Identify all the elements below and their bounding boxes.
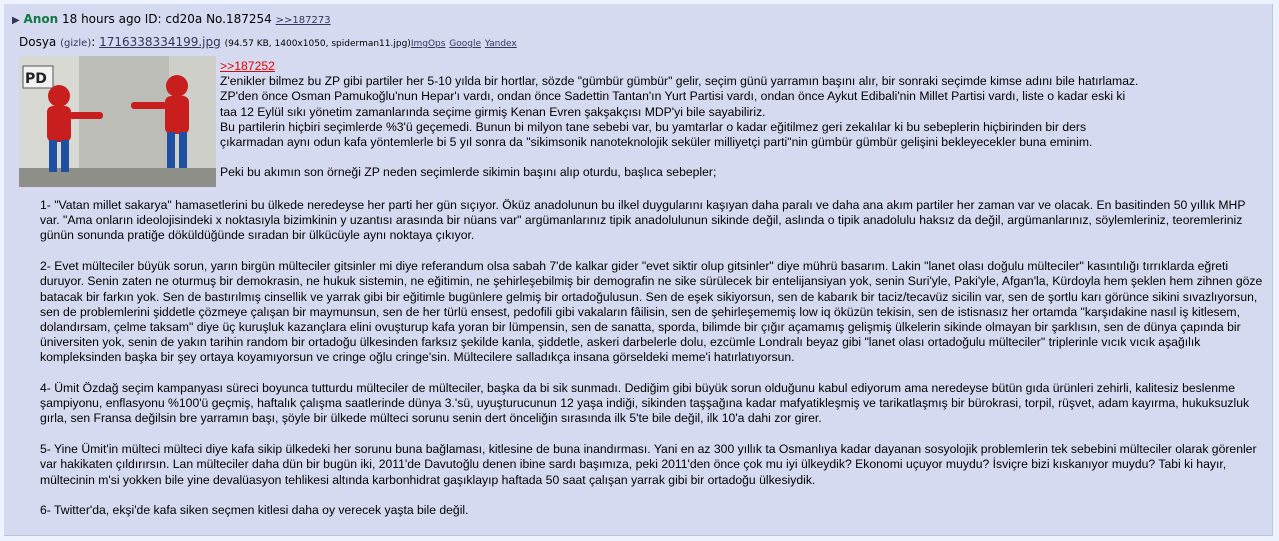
file-meta: (94.57 KB, 1400x1050, spiderman11.jpg) <box>224 39 411 49</box>
svg-text:PD: PD <box>25 71 47 87</box>
poster-name: Anon <box>23 12 59 26</box>
text-line: çıkarmadan aynı odun kafa yöntemlerle bi 5 yıl sonra da "sikimsonik nanoteknolojik seküler milliyetçi parti"nin gümbür gümbür gelişini bekleyecekler buna eminim. <box>220 135 1093 150</box>
file-colon: : <box>91 35 96 49</box>
paragraph-point-5: 5- Yine Ümit'in mülteci mülteci diye kafa sikip ülkedeki her sorunu buna bağlaması, kitlesine de buna inandırması. Yani en az 300 yıllık ta Osmanlıya kadar dayanan sosyolojik problemlerin tek sebebini mülteciler olarak görenler var hakikaten çıldırırsın. Lan mülteciler daha dün bir bugün iki, 2011'de Davutoğlu denen ibine sardı başımıza, peki 2011'den önce çok mu iyi ülkeydik? Ekonomi uçuyor muydu? İsviçre bizi kıskanıyor muydu? Tabi ki hayır, mültecinin m'si yokken bile yine devalüasyon tehlikesi altında karbonhidrat gaşıklayıp haftada 50 saat çalışan yarrak gibi bir ortadoğu ülkesiydik. <box>40 442 1257 487</box>
imgops-link[interactable]: ImgOps <box>410 39 446 49</box>
blank-line <box>220 150 1260 165</box>
file-info <box>19 35 517 49</box>
file-name-link[interactable]: 1716338334199.jpg <box>99 35 221 49</box>
post-time: 18 hours ago <box>61 12 141 26</box>
poster-id: ID: cd20a <box>144 12 203 26</box>
paragraph-point-4: 4- Ümit Özdağ seçim kampanyası süreci boyunca tutturdu mülteciler de mülteciler, başka da bi sik sunmadı. Dediğim gibi büyük sorun olduğunu kabul ediyorum ama neredeyse bütün gıda ürünleri zehirli, kalitesiz beslenme şampiyonu, enflasyonu %100'ü geçmiş, haftalık çalışma saatlerinde dünya 3.'sü, uyuşturucunun 12 yaşa indiği, sikinden taşşağına kadar mafyatikleşmiş ve tarikatlaşmış bir bürokrasi, torpil, rüşvet, adam kayırma, hukuksuzluk gırla, sen Fransa değilsin bre yarramın başı, şöyle bir ülkede mülteci sorunu senin dert önceliğin sırasında ilk 5'te bile değil, ilk 10'a dahi zor girer. <box>40 381 1250 426</box>
post-number[interactable]: No.187254 <box>206 12 272 26</box>
text-line: Bu partilerin hiçbiri seçimlerde %3'ü geçemedi. Bunun bi milyon tane sebebi var, bu yamtarlar o kadar eğitilmez geri zekalılar ki bu sebeplerin hiçbirinden bir ders <box>220 119 1087 134</box>
post-header <box>12 12 331 26</box>
spiderman-pointing-image <box>19 56 216 187</box>
paragraph-point-2: 2- Evet mülteciler büyük sorun, yarın birgün mülteciler gitsinler mi diye referandum olsa sabah 7'de kalkar gider "evet siktir olup gitsinler" diye mührü basarım. Lakin "lanet olası doğulu mülteciler" kasıntılığı tırrıklarda eğreti duruyor. Senin zaten ne oturmuş bir demokrasin, ne hukuk sistemin, ne eğitimin, ne şehirleşebilmiş bir demografin ne sike sürülecek bir entelijansiyan yok, senin Suri'yle, Paki'yle, Afgan'la, Kürdoyla hem şeklen hem zihnen göze batacak bir farkın yok. Sen de bastırılmış cinsellik ve yarrak gibi bir eğitimle bugünlere gelmiş bir ortadoğulusun. Sen de eşek sikiyorsun, sen de kabarık bir taciz/tecavüz sicilin var, sen de şortlu karı görünce sikini sıvazlıyorsun, sen de problemlerini şiddetle çözmeye çalışan bir maymunsun, sen de her türlü ensest, pedofili gibi vakaların fâilisin, sen de şehirleşememiş low iq öküzün tekisin, sen de istisnasız her ortamda "karşıdakine nasıl iş kitlesem, dolandırsam, çelme taksam" diye üç kuruşluk kazançlara elini ovuşturup kafa yoran bir lümpensin, sen de sanatta, sporda, bilimde bir çığır açamamış gelişmiş ülkelerin sikinde olmayan bir şarklısın, sen de dünya çapında bir üniversiten yok, senin de yakın tarihin random bir ortadoğu ülkesinden farksız şekilde kanla, şiddetle, askeri darbelerle dolu, ezcümle Londralı beyaz gibi "lanet olası ortadoğulu mülteciler" triplerinle vıcık vıcık aşağılık kompleksinden başka bir şey ortaya koyamıyorsun ve cringe oğlu cringe'sin. Mültecilere salladıkça insana görseldeki meme'i hatırlatıyorsun. <box>40 259 1263 365</box>
backlink[interactable]: >>187273 <box>275 15 331 26</box>
post-text-top <box>220 59 1260 180</box>
quote-link[interactable]: >>187252 <box>220 59 275 73</box>
file-label: Dosya <box>19 35 57 49</box>
text-line: Z'enikler bilmez bu ZP gibi partiler her 5-10 yılda bir hortlar, sözde "gümbür gümbür" gelir, seçim günü yarramın başını alır, bir sonraki seçimde kimse adını bile hatırlamaz. <box>220 74 1139 89</box>
post-container <box>4 4 1273 536</box>
paragraph-point-1: 1- "Vatan millet sakarya" hamasetlerini bu ülkede neredeyse her parti her gün sıçıyor. Öküz anadolunun bu ilkel duygularını kaşıyan daha paralı ve daha ana akım partiler her zaman var ve olacak. En basitinden 50 yıllık MHP var. "Ama onların ideolojisindeki x noktasıyla bizimkinin y uzantısı arasında bir nüans var" argümanlarınız tipik anadolulunun sikinde değil, aslında o tipik anadolulu haksız da değil, argümanlarınız, söylemleriniz, teoremleriniz günün sonunda pratiğe döküldüğünde sıradan bir ülkücüyle aynı noktaya çıkıyor. <box>40 198 1246 243</box>
paragraph-point-6: 6- Twitter'da, ekşi'de kafa siken seçmen kitlesi daha oy verecek yaşta bile değil. <box>40 503 469 518</box>
post-thumbnail[interactable] <box>19 56 216 187</box>
expand-arrow-icon[interactable]: ▶ <box>12 15 20 26</box>
text-line: taa 12 Eylül sıkı yönetim zamanlarında seçime girmiş Kenan Evren şakşakçısı MDP'yi bile sayabiliriz. <box>220 104 766 119</box>
yandex-link[interactable]: Yandex <box>484 39 517 49</box>
text-line: ZP'den önce Osman Pamukoğlu'nun Hepar'ı vardı, ondan önce Sadettin Tantan'ın Yurt Partisi vardı, ondan önce Aykut Edibali'nin Millet Partisi vardı, liste o kadar eski ki <box>220 89 1126 104</box>
hide-file-link[interactable]: (gizle) <box>60 38 92 49</box>
google-link[interactable]: Google <box>449 39 482 49</box>
post-text-body <box>40 198 1265 534</box>
text-line: Peki bu akımın son örneği ZP neden seçimlerde sikimin başını alıp oturdu, başlıca sebepler; <box>220 165 717 180</box>
